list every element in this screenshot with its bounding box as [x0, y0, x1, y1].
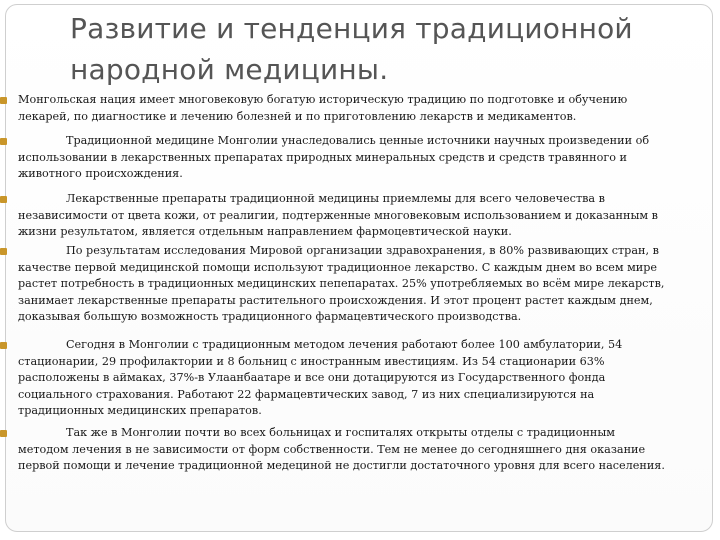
square-bullet-icon: [0, 97, 7, 104]
square-bullet-icon: [0, 342, 7, 349]
paragraph-3: Лекарственные препараты традиционной медицины приемлемы для всего человечества в независимости от цвета кожи, от реалигии, подтерженные многовековым использованием и доказанным в жизни результатом, является отдельным направлением фармоцевтической науки.: [18, 192, 658, 239]
paragraph-5: Сегодня в Монголии с традиционным методом лечения работают более 100 амбулатории, 54 стационарии, 29 профилактории и 8 больниц с иностранным ивестициям. Из 54 стационарии 63% расположены в аймаках, 37%-в Улаанбаатаре и все они дотацируются из Государственного фонда социального страхования. Работают 22 фармацевтических завод, 7 из них специализируются на традиционных медицинских препаратов.: [18, 338, 623, 418]
square-bullet-icon: [0, 138, 7, 145]
paragraph-2: Традиционной медицине Монголии унаследовались ценные источники научных произведении об использовании в лекарственных препаратах природных минеральных средств и средств травянного и животного происхождения.: [18, 134, 650, 181]
paragraph-1: Монгольская нация имеет многовековую богатую историческую традицию по подготовке и обучению лекарей, по диагностике и лечению болезней и по приготовлению лекарств и медикаментов.: [18, 93, 628, 123]
slide-title-line-2: народной медицины.: [70, 53, 389, 86]
slide-title-line-1: Развитие и тенденция традиционной: [70, 12, 633, 45]
paragraph-4: По результатам исследования Мировой организации здравохранения, в 80% развивающих стран, в качестве первой медицинской помощи используют традиционное лекарство. С каждым днем во всем мире растет потребность в традиционных медицинских пепепаратах. 25% употребляемых во всём мире лекарств, занимает лекарственные препараты растительного происхождения. И этот процент растет каждым днем, доказывая большую возможность традиционного фармацевтического производства.: [18, 244, 665, 324]
paragraph-6: Так же в Монголии почти во всех больницах и госпиталях открыты отделы с традиционным методом лечения в не зависимости от форм собственности. Тем не менее до сегодняшнего дня оказание первой помощи и лечение традиционной медециной не достигли достаточного уровня для всего населения.: [18, 426, 665, 473]
square-bullet-icon: [0, 430, 7, 437]
square-bullet-icon: [0, 196, 7, 203]
square-bullet-icon: [0, 248, 7, 255]
slide-title: [70, 8, 690, 90]
